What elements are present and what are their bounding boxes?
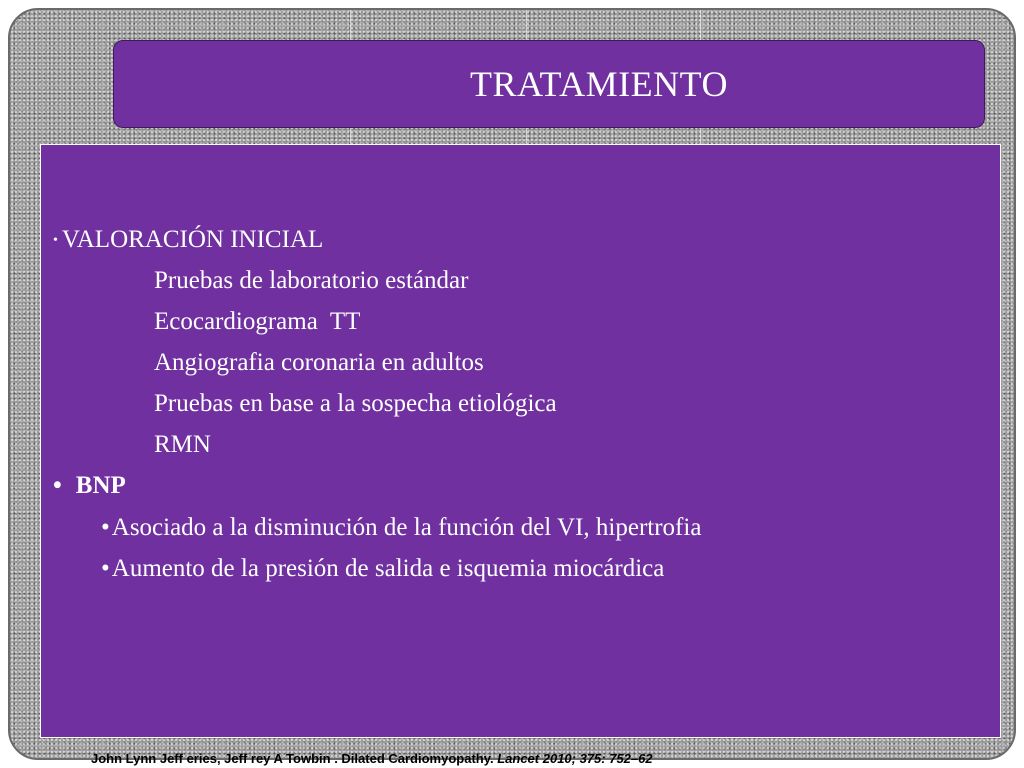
section-heading-valoracion — [53, 225, 323, 256]
bullet-icon: • — [101, 514, 110, 541]
section-heading-label: BNP — [75, 472, 126, 499]
list-item: Pruebas de laboratorio estándar — [154, 267, 469, 294]
citation-authors: John Lynn Jeff eries, Jeff rey A Towbin . Dilated Cardiomyopathy. — [91, 751, 494, 766]
citation — [91, 750, 653, 768]
list-item: Angiografia coronaria en adultos — [154, 349, 484, 376]
bullet-icon: • — [53, 233, 58, 249]
title-box — [113, 40, 985, 128]
bullet-icon: • — [53, 472, 62, 499]
slide-title: TRATAMIENTO — [470, 64, 728, 104]
content-body — [41, 145, 1000, 737]
bullet-icon: • — [101, 555, 110, 582]
content-box — [40, 144, 1001, 738]
list-item-text: Aumento de la presión de salida e isquemia miocárdica — [111, 555, 665, 582]
citation-journal: Lancet 2010; 375: 752–62 — [497, 751, 653, 766]
list-item: RMN — [154, 431, 211, 458]
list-item: Ecocardiograma TT — [154, 308, 361, 335]
section-heading-label: VALORACIÓN INICIAL — [61, 226, 324, 253]
section-heading-bnp — [53, 471, 126, 501]
list-item: Pruebas en base a la sospecha etiológica — [154, 390, 557, 417]
list-item — [101, 513, 701, 543]
list-item-text: Asociado a la disminución de la función del VI, hipertrofia — [111, 514, 702, 541]
list-item — [101, 554, 664, 584]
